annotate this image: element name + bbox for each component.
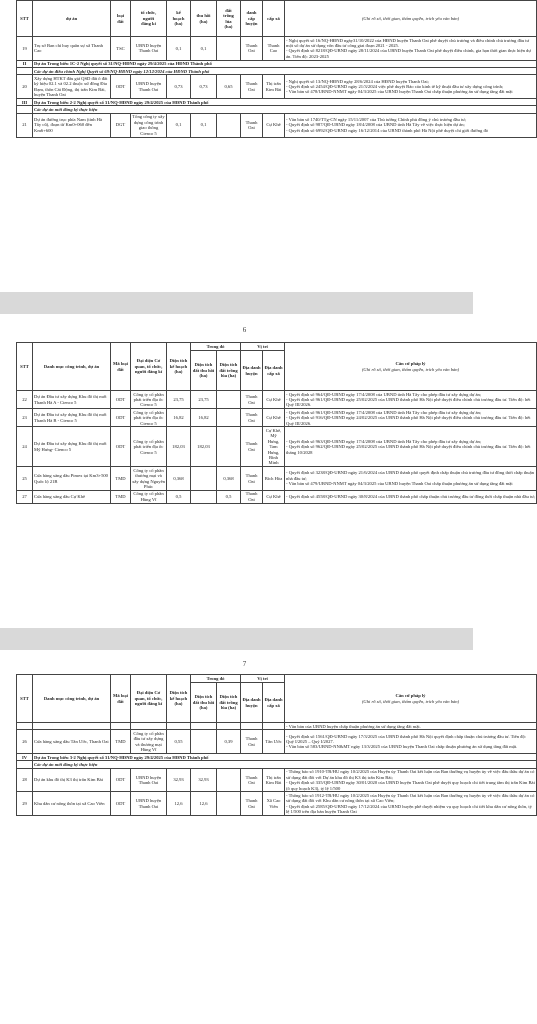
planned-area: 12,6 bbox=[167, 792, 191, 816]
land-type-code: ODT bbox=[111, 427, 131, 467]
header-org: Đại diện Cơ quan, tổ chức, người đăng kí bbox=[131, 675, 167, 723]
project-name: Dự án đường trục phía Nam (tỉnh Hà Tây cũ), đoạn từ Km0+060 đến Km6+600 bbox=[33, 113, 111, 137]
continuation-row bbox=[17, 723, 537, 730]
header-commune: Địa danh cấp xã bbox=[263, 683, 285, 723]
row-stt: 23 bbox=[17, 409, 33, 427]
project-name: Dự án Đầu tư xây dựng Khu đô thị mới Mỹ Hưng- Cienco 5 bbox=[33, 427, 111, 467]
table-body bbox=[17, 723, 537, 816]
row-stt: 29 bbox=[17, 792, 33, 816]
project-name: Dự án Đầu tư xây dựng Khu đô thị mới Thanh Hà B - Cienco 5 bbox=[33, 409, 111, 427]
row-stt: 21 bbox=[17, 113, 33, 137]
row-stt: III bbox=[17, 99, 33, 106]
legal-basis: - Quyết định số 961/QĐ-UBND ngày 17/4/2008 của UBND tỉnh Hà Tây cho phép đầu tư xây dựng dự án; - Quyết định số 916/QĐ-UBND ngày 24/02/2025 của UBND thành phố Hà Nội phê duyệt điều chỉnh chủ trương đầu tư. Tiến độ: hết Quý III/2026. bbox=[285, 409, 537, 427]
header-legal-note: (Ghi rõ số, thời gian, thẩm quyền, trích yếu văn bản) bbox=[361, 698, 460, 704]
page-gap bbox=[0, 628, 473, 650]
header-recovered: Diện tích đất thu hồi (ha) bbox=[191, 351, 217, 391]
legal-basis: - Quyết định số 4558/QĐ-UBND ngày 30/8/2024 của UBND thành phố chấp thuận chủ trương đầu tư đồng thời chấp thuận nhà đầu tư; bbox=[285, 490, 537, 503]
empty-cell bbox=[167, 723, 191, 730]
document-page-5 bbox=[16, 0, 531, 292]
page-number: 6 bbox=[242, 326, 247, 334]
commune-name: Xã Cao Viên bbox=[263, 792, 285, 816]
header-land-type: Mã loại đất bbox=[111, 675, 131, 723]
section-title: Các dự án mới đăng ký thực hiện bbox=[33, 761, 537, 768]
table-row bbox=[17, 37, 537, 61]
commune-name: Thị trấn Kim Bài bbox=[263, 768, 285, 792]
planned-area: 0,1 bbox=[167, 37, 191, 61]
header-group-location: Vị trí bbox=[241, 343, 285, 351]
header-rice: đất trồng lúa (ha) bbox=[217, 1, 241, 37]
legal-basis: - Quyết định số 963/QĐ-UBND ngày 17/4/2008 của UBND tỉnh Hà Tây cho phép đầu tư xây dựng dự án; - Quyết định số 962/QĐ-UBND ngày 25/02/2025 của UBND thành phố Hà Nội phê duyệt điều chỉnh chủ trương đầu tư. Tiến độ: hết tháng 10/2028 bbox=[285, 427, 537, 467]
legal-basis: - Nghị quyết số 16/NQ-HĐND ngày31/10/2022 của HĐND huyện Thanh Oai phê duyệt chủ trương và điều chỉnh chủ trương đầu tư một số dự án sử dụng vốn đầu tư công giai đoạn 2021 - 2025. - Quyết định số 8218/QĐ-UBND ngày 28/11/2024 của UBND huyện Thanh Oai phê duyệt điều chỉnh, gia hạn thời gian thực hiện dự án. Tiến độ: 2023-2025 bbox=[285, 37, 537, 61]
registering-org: Công ty cổ phần Hùng Vĩ bbox=[131, 490, 167, 503]
row-stt: 27 bbox=[17, 490, 33, 503]
recovered-area: 0,1 bbox=[191, 113, 217, 137]
recovered-area: 0,73 bbox=[191, 75, 217, 99]
registering-org: UBND huyện Thanh Oai bbox=[131, 768, 167, 792]
rice-land-area: 0,39 bbox=[217, 730, 241, 754]
table-row bbox=[17, 467, 537, 491]
project-name: Dự án khu đô thị K3 thị trấn Kim Bài bbox=[33, 768, 111, 792]
land-type-code: TMD bbox=[111, 490, 131, 503]
registering-org: UBND huyện Thanh Oai bbox=[131, 37, 167, 61]
land-use-table bbox=[16, 342, 537, 504]
land-type-code: ODT bbox=[111, 409, 131, 427]
rice-land-area bbox=[217, 768, 241, 792]
land-type-code: ODT bbox=[111, 391, 131, 409]
legal-basis: - Thông báo số 1910-TB/HU ngày 10/2/2025 của Huyện ủy Thanh Oai kết luận của Ban thường vụ huyện ủy về việc đấu thầu dự án có sử dụng đất đối với Dự án khu đô thị K3 thị trấn Kim Bài; - Quyết định số 335/QĐ-UBND ngày 30/01/2020 của UBND huyện Thanh Oai phê duyệt quy hoạch chi tiết trung tâm thị trấn Kim Bài (ô quy hoạch K3), tỷ lệ 1/500 bbox=[286, 769, 535, 791]
empty-cell bbox=[217, 723, 241, 730]
registering-org: UBND huyện Thanh Oai bbox=[131, 75, 167, 99]
row-stt: 28 bbox=[17, 768, 33, 792]
legal-basis: - Thông báo số 1912-TB/HU ngày 10/2/2025 của Huyện ủy Thanh Oai kết luận của Ban thường vụ huyện ủy về việc đấu thầu dự án có sử dụng đất đối với Khu dân cư nông thôn tại xã Cao Viên; - Quyết định số 2585/QĐ-UBND ngày 17/12/2024 của UBND huyện phê duyệt nhiệm vụ quy hoạch chi tiết khu dân cư nông thôn, tỷ lệ 1/500 trên địa bàn huyện Thanh Oai bbox=[285, 792, 537, 816]
district-name: Thanh Oai bbox=[241, 792, 263, 816]
planned-area: 0,5 bbox=[167, 490, 191, 503]
planned-area: 0,368 bbox=[167, 467, 191, 491]
row-stt bbox=[17, 761, 33, 768]
header-rice: Diện tích đất trồng lúa (ha) bbox=[217, 683, 241, 723]
header-plan: kế hoạch (ha) bbox=[167, 1, 191, 37]
registering-org: Công ty cổ phần đầu tư xây dựng và thương mại Hùng Vĩ bbox=[131, 730, 167, 754]
document-page-7 bbox=[16, 650, 535, 1024]
project-name: Xây dựng HTKT đấu giá QSD đất ô đất ký hiệu 02.1 và 02.2 thuộc xứ đồng Đia Đạm, thôn Cát Động, thị trấn Kim Bài, huyện Thanh Oai bbox=[33, 75, 111, 99]
header-project: dự án bbox=[33, 1, 111, 37]
district-name: Thanh Oai bbox=[241, 75, 263, 99]
header-group-area: Trong đó bbox=[191, 343, 241, 351]
table-row bbox=[17, 427, 537, 467]
header-commune: cấp xã bbox=[263, 1, 285, 37]
header-stt: STT bbox=[17, 1, 33, 37]
table-row bbox=[17, 730, 537, 754]
header-legal bbox=[285, 675, 537, 723]
header-district: danh cấp huyện bbox=[241, 1, 263, 37]
rice-land-area: 0,368 bbox=[217, 467, 241, 491]
subsection-row bbox=[17, 106, 537, 113]
header-rice: Diện tích đất trồng lúa (ha) bbox=[217, 351, 241, 391]
table-body bbox=[17, 391, 537, 504]
row-stt bbox=[17, 68, 33, 75]
table-row bbox=[17, 75, 537, 99]
empty-cell bbox=[241, 723, 263, 730]
rice-land-area bbox=[217, 37, 241, 61]
commune-name: Bích Hòa bbox=[263, 467, 285, 491]
row-stt: 26 bbox=[17, 730, 33, 754]
commune-name: Tân Ước bbox=[263, 730, 285, 754]
land-type-code: DGT bbox=[111, 113, 131, 137]
subsection-row bbox=[17, 68, 537, 75]
project-name: Khu dân cư nông thôn tại xã Cao Viên bbox=[33, 792, 111, 816]
district-name: Thanh Oai bbox=[241, 113, 263, 137]
empty-cell bbox=[33, 723, 111, 730]
header-legal-title: Căn cứ pháp lý bbox=[395, 361, 426, 367]
page-gap bbox=[0, 292, 473, 314]
land-type-code: ODT bbox=[111, 75, 131, 99]
table-row bbox=[17, 490, 537, 503]
district-name: Thanh Oai bbox=[241, 391, 263, 409]
empty-cell bbox=[131, 723, 167, 730]
header-commune: Địa danh cấp xã bbox=[263, 351, 285, 391]
header-legal-title: Căn cứ pháp lý bbox=[395, 693, 426, 699]
section-row bbox=[17, 60, 537, 67]
rice-land-area bbox=[217, 391, 241, 409]
recovered-area: 12,6 bbox=[191, 792, 217, 816]
recovered-area bbox=[191, 467, 217, 491]
header-plan: Diện tích kế hoạch (ha) bbox=[167, 343, 191, 391]
registering-org: Công ty cổ phần phát triển địa ốc Cienco 5 bbox=[131, 409, 167, 427]
district-name: Thanh Oai bbox=[241, 768, 263, 792]
registering-org: Tổng công ty xây dựng công trình giao thông Cienco 5 bbox=[132, 114, 165, 136]
district-name: Thanh Oai bbox=[241, 490, 263, 503]
planned-area: 23,75 bbox=[167, 391, 191, 409]
header-org: Đại diện Cơ quan, tổ chức, người đăng kí bbox=[131, 343, 167, 391]
header-group-area: Trong đó bbox=[191, 675, 241, 683]
registering-org: Công ty cổ phần phát triển địa ốc Cienco 5 bbox=[131, 427, 167, 467]
district-name: Thanh Oai bbox=[241, 37, 263, 61]
planned-area: 0,73 bbox=[167, 75, 191, 99]
planned-area: 32,93 bbox=[167, 768, 191, 792]
recovered-area bbox=[191, 730, 217, 754]
header-land-type: loại đất bbox=[111, 1, 131, 37]
legal-basis: - Văn bản của UBND huyện chấp thuận phương án sử dụng tầng đất mặt. bbox=[285, 723, 537, 730]
table-row bbox=[17, 768, 537, 792]
legal-basis: - Quyết định số 964/QĐ-UBND ngày 17/4/2008 của UBND tỉnh Hà Tây cho phép đầu tư xây dựng dự án; - Quyết định số 961/QĐ-UBND ngày 25/02/2025 của UBND thành phố Hà Nội phê duyệt điều chỉnh chủ trương đầu tư. Tiến độ: hết Quý III/2026. bbox=[285, 391, 537, 409]
section-title: Các dự án mới đăng ký thực hiện bbox=[33, 106, 537, 113]
commune-name: Cự Khê, Mỹ Hưng, Tam Hưng, Bình Minh bbox=[263, 427, 285, 467]
project-name: Cửa hàng xăng dầu Tân Ước, Thanh Oai bbox=[33, 730, 111, 754]
table-row bbox=[17, 409, 537, 427]
header-legal bbox=[285, 343, 537, 391]
section-title: Dự án Trong biểu 3-2 Nghị quyết số 31/NQ-HĐND ngày 29/4/2025 của HĐND Thành phố bbox=[33, 754, 537, 761]
section-title: Dự án Trong biểu 2-2 Nghị quyết số 31/NQ-HĐND ngày 29/4/2025 của HĐND Thành phố bbox=[33, 99, 537, 106]
empty-cell bbox=[17, 723, 33, 730]
row-stt: II bbox=[17, 60, 33, 67]
recovered-area: 16,82 bbox=[191, 409, 217, 427]
legal-basis: - Quyết định số 3238/QĐ-UBND ngày 21/6/2024 của UBND thành phố quyết định chấp thuận chủ trương đầu tư đồng thời chấp thuận nhà đầu tư; - Văn bản số 479/UBND-NNMT ngày 04/3/2025 của UBND huyện Thanh Oai chấp thuận phương án sử dụng tầng đất mặt bbox=[285, 467, 537, 491]
recovered-area: 23,75 bbox=[191, 391, 217, 409]
header-district: Địa danh huyện bbox=[241, 351, 263, 391]
commune-name: Cự Khê bbox=[263, 490, 285, 503]
planned-area: 0,1 bbox=[167, 113, 191, 137]
legal-basis: - Quyết định số 1561/QĐ-UBND ngày 17/3/2025 của UBND thành phố Hà Nội quyết định chấp thuận chủ trương đầu tư. Tiến độ: Quý I/2025 – Quý I/2027. - Văn bản số 583/UBND-NN&MT ngày 13/3/2025 của UBND huyện Thanh Oai chấp thuận phương án sử dụng tầng đất mặt. bbox=[285, 730, 537, 754]
row-stt: 25 bbox=[17, 467, 33, 491]
row-stt: IV bbox=[17, 754, 33, 761]
commune-name: Cự Khê bbox=[263, 391, 285, 409]
district-name: Thanh Oai bbox=[241, 427, 263, 467]
commune-name: Thanh Cao bbox=[263, 37, 285, 61]
header-group-location: Vị trí bbox=[241, 675, 285, 683]
header-plan: Diện tích kế hoạch (ha) bbox=[167, 675, 191, 723]
row-stt: 24 bbox=[17, 427, 33, 467]
land-type-code: TSC bbox=[111, 37, 131, 61]
header-land-type: Mã loại đất bbox=[111, 343, 131, 391]
table-body bbox=[17, 37, 537, 138]
district-name: Thanh Oai bbox=[241, 467, 263, 491]
row-stt: 22 bbox=[17, 391, 33, 409]
recovered-area: 32,93 bbox=[191, 768, 217, 792]
header-district: Địa danh huyện bbox=[241, 683, 263, 723]
header-org: tổ chức, người đăng kí bbox=[131, 1, 167, 37]
document-page-6 bbox=[16, 314, 536, 628]
planned-area: 182,03 bbox=[167, 427, 191, 467]
header-legal-note: (Ghi rõ số, thời gian, thẩm quyền, trích yếu văn bản) bbox=[361, 366, 460, 372]
row-stt: 20 bbox=[17, 75, 33, 99]
recovered-area: 0,1 bbox=[191, 37, 217, 61]
table-row bbox=[17, 391, 537, 409]
empty-cell bbox=[191, 723, 217, 730]
page-number: 7 bbox=[242, 660, 247, 668]
table-row bbox=[17, 792, 537, 816]
land-type-code: TMD bbox=[111, 467, 131, 491]
project-name: Trụ sở Ban chỉ huy quân sự xã Thanh Cao bbox=[33, 37, 111, 61]
district-name: Thanh Oai bbox=[241, 730, 263, 754]
commune-name: Thị trấn Kim Bài bbox=[263, 75, 285, 99]
header-recovered: Diện tích đất thu hồi (ha) bbox=[191, 683, 217, 723]
registering-org: Công ty cổ phần phát triển địa ốc Cienco 5 bbox=[131, 391, 167, 409]
recovered-area: 182,03 bbox=[191, 427, 217, 467]
land-type-code: ODT bbox=[111, 792, 131, 816]
commune-name: Cự Khê bbox=[263, 409, 285, 427]
header-legal-note: (Ghi rõ số, thời gian, thẩm quyền, trích yếu văn bản) bbox=[285, 1, 537, 37]
land-type-code: TMD bbox=[111, 730, 131, 754]
row-stt: 19 bbox=[17, 37, 33, 61]
table-row bbox=[17, 113, 537, 137]
rice-land-area bbox=[217, 409, 241, 427]
empty-cell bbox=[263, 723, 285, 730]
header-recovered: thu hồi (ha) bbox=[191, 1, 217, 37]
rice-land-area: 0,5 bbox=[217, 490, 241, 503]
land-use-table bbox=[16, 674, 537, 816]
section-row bbox=[17, 754, 537, 761]
recovered-area bbox=[191, 490, 217, 503]
commune-name: Cự Khê bbox=[263, 113, 285, 137]
legal-basis: - Nghị quyết số 13/NQ-HĐND ngày 28/6/2024 của HĐND huyện Thanh Oai; - Quyết định số 2454/QĐ-UBND ngày 21/3/2024 việc phê duyệt Báo cáo kinh tế kỹ thuật đầu tư xây dựng công trình; - Văn bản số 478/UBND-NNMT ngày 04/3/2025 của UBND huyện Thanh Oai chấp thuận phương án sử dụng tầng đất mặt bbox=[285, 75, 537, 99]
header-project: Danh mục công trình, dự án bbox=[33, 343, 111, 391]
rice-land-area bbox=[217, 792, 241, 816]
empty-cell bbox=[111, 723, 131, 730]
section-row bbox=[17, 99, 537, 106]
project-name: Dự án Đầu tư xây dựng Khu đô thị mới Thanh Hà A - Cienco 5 bbox=[33, 391, 111, 409]
header-project: Danh mục công trình, dự án bbox=[33, 675, 111, 723]
subsection-row bbox=[17, 761, 537, 768]
rice-land-area: 0,65 bbox=[217, 75, 241, 99]
land-use-table-fragment bbox=[16, 0, 537, 138]
registering-org: UBND huyện Thanh Oai bbox=[131, 792, 167, 816]
planned-area: 16,82 bbox=[167, 409, 191, 427]
rice-land-area bbox=[217, 427, 241, 467]
district-name: Thanh Oai bbox=[241, 409, 263, 427]
registering-org: Công ty cổ phần thương mại và xây dựng Nguyên Phúc bbox=[132, 467, 165, 489]
section-title: Các dự án điều chỉnh Nghị Quyết số 69/NQ-HĐND ngày 12/12/2024 của HĐND Thành phố bbox=[33, 68, 537, 75]
land-type-code: ODT bbox=[111, 768, 131, 792]
legal-basis: - Văn bản số 1740/TTg-CN ngày 15/11/2007 của Thủ tướng Chính phủ đồng ý chủ trương đầu tư; - Quyết định số 987/QĐ-UBND ngày 18/4/2008 của UBND tỉnh Hà Tây về việc thực hiện dự án; - Quyết định số 6992/QĐ-UBND ngày 16/12/2014 của UBND thành phố Hà Nội phê duyệt chỉ giới đường đỏ bbox=[285, 113, 537, 137]
header-stt: STT bbox=[17, 343, 33, 391]
project-name: Cửa hàng xăng dầu Cự Khê bbox=[33, 490, 111, 503]
row-stt bbox=[17, 106, 33, 113]
section-title: Dự án Trong biểu 1C-2 Nghị quyết số 31/NQ-HĐND ngày 29/4/2025 của HĐND Thành phố bbox=[33, 60, 537, 67]
header-stt: STT bbox=[17, 675, 33, 723]
planned-area: 0,55 bbox=[167, 730, 191, 754]
project-name: Cửa hàng xăng dầu Pimex tại Km3+500 Quốc lộ 21B bbox=[33, 467, 111, 491]
rice-land-area bbox=[217, 113, 241, 137]
